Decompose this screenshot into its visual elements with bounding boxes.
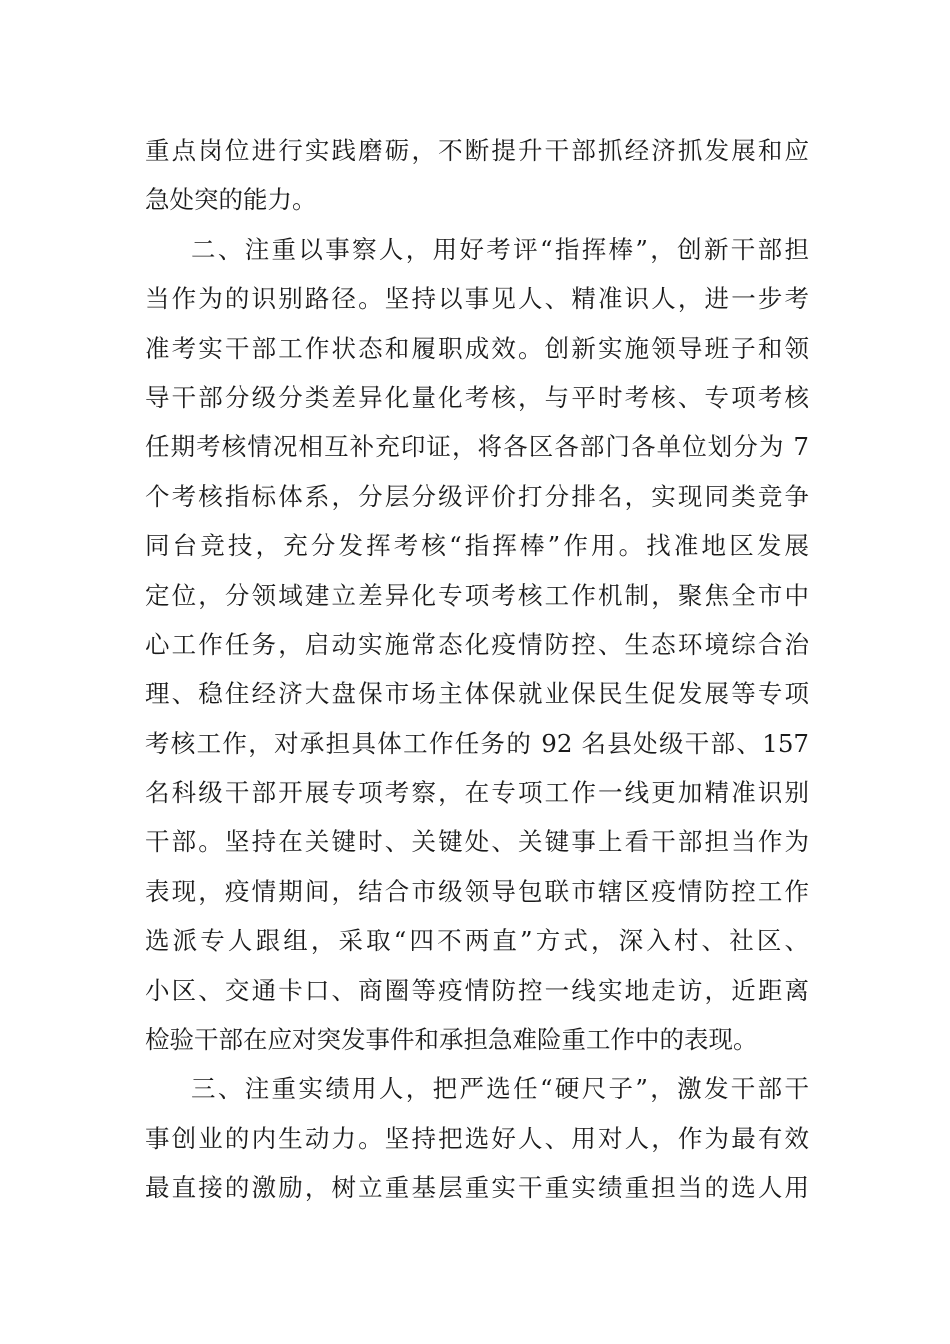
text-line: 定位，分领域建立差异化专项考核工作机制，聚焦全市中 <box>145 580 809 610</box>
text-line: 重点岗位进行实践磨砺，不断提升干部抓经济抓发展和应 <box>145 136 809 165</box>
document-body <box>145 126 809 1213</box>
text-line: 检验干部在应对突发事件和承担急难险重工作中的表现。 <box>145 1025 758 1055</box>
text-line: 干部。坚持在关键时、关键处、关键事上看干部担当作为 <box>145 827 809 857</box>
text-line: 二、注重以事察人，用好考评“指挥棒”，创新干部担 <box>191 234 809 264</box>
text-line: 三、注重实绩用人，把严选任“硬尺子”，激发干部干 <box>191 1074 809 1104</box>
text-line: 表现，疫情期间，结合市级领导包联市辖区疫情防控工作 <box>145 876 809 906</box>
text-line: 个考核指标体系，分层分级评价打分排名，实现同类竞争 <box>145 481 809 511</box>
text-line: 导干部分级分类差异化量化考核，与平时考核、专项考核 <box>145 382 809 412</box>
text-line: 当作为的识别路径。坚持以事见人、精准识人，进一步考 <box>145 284 809 314</box>
text-line: 任期考核情况相互补充印证，将各区各部门各单位划分为 7 <box>145 432 809 462</box>
text-line: 同台竞技，充分发挥考核“指挥棒”作用。找准地区发展 <box>145 531 809 561</box>
text-line: 名科级干部开展专项考察，在专项工作一线更加精准识别 <box>145 778 809 808</box>
text-line: 事创业的内生动力。坚持把选好人、用对人，作为最有效 <box>145 1123 809 1153</box>
text-line: 考核工作，对承担具体工作任务的 92 名县处级干部、157 <box>145 728 809 758</box>
text-line: 最直接的激励，树立重基层重实干重实绩重担当的选人用 <box>145 1173 809 1203</box>
text-line: 理、稳住经济大盘保市场主体保就业保民生促发展等专项 <box>145 679 809 709</box>
text-line: 急处突的能力。 <box>145 185 317 215</box>
text-line: 小区、交通卡口、商圈等疫情防控一线实地走访，近距离 <box>145 975 809 1005</box>
text-line: 心工作任务，启动实施常态化疫情防控、生态环境综合治 <box>145 629 809 659</box>
text-line: 选派专人跟组，采取“四不两直”方式，深入村、社区、 <box>145 926 809 956</box>
text-line: 准考实干部工作状态和履职成效。创新实施领导班子和领 <box>145 333 809 363</box>
